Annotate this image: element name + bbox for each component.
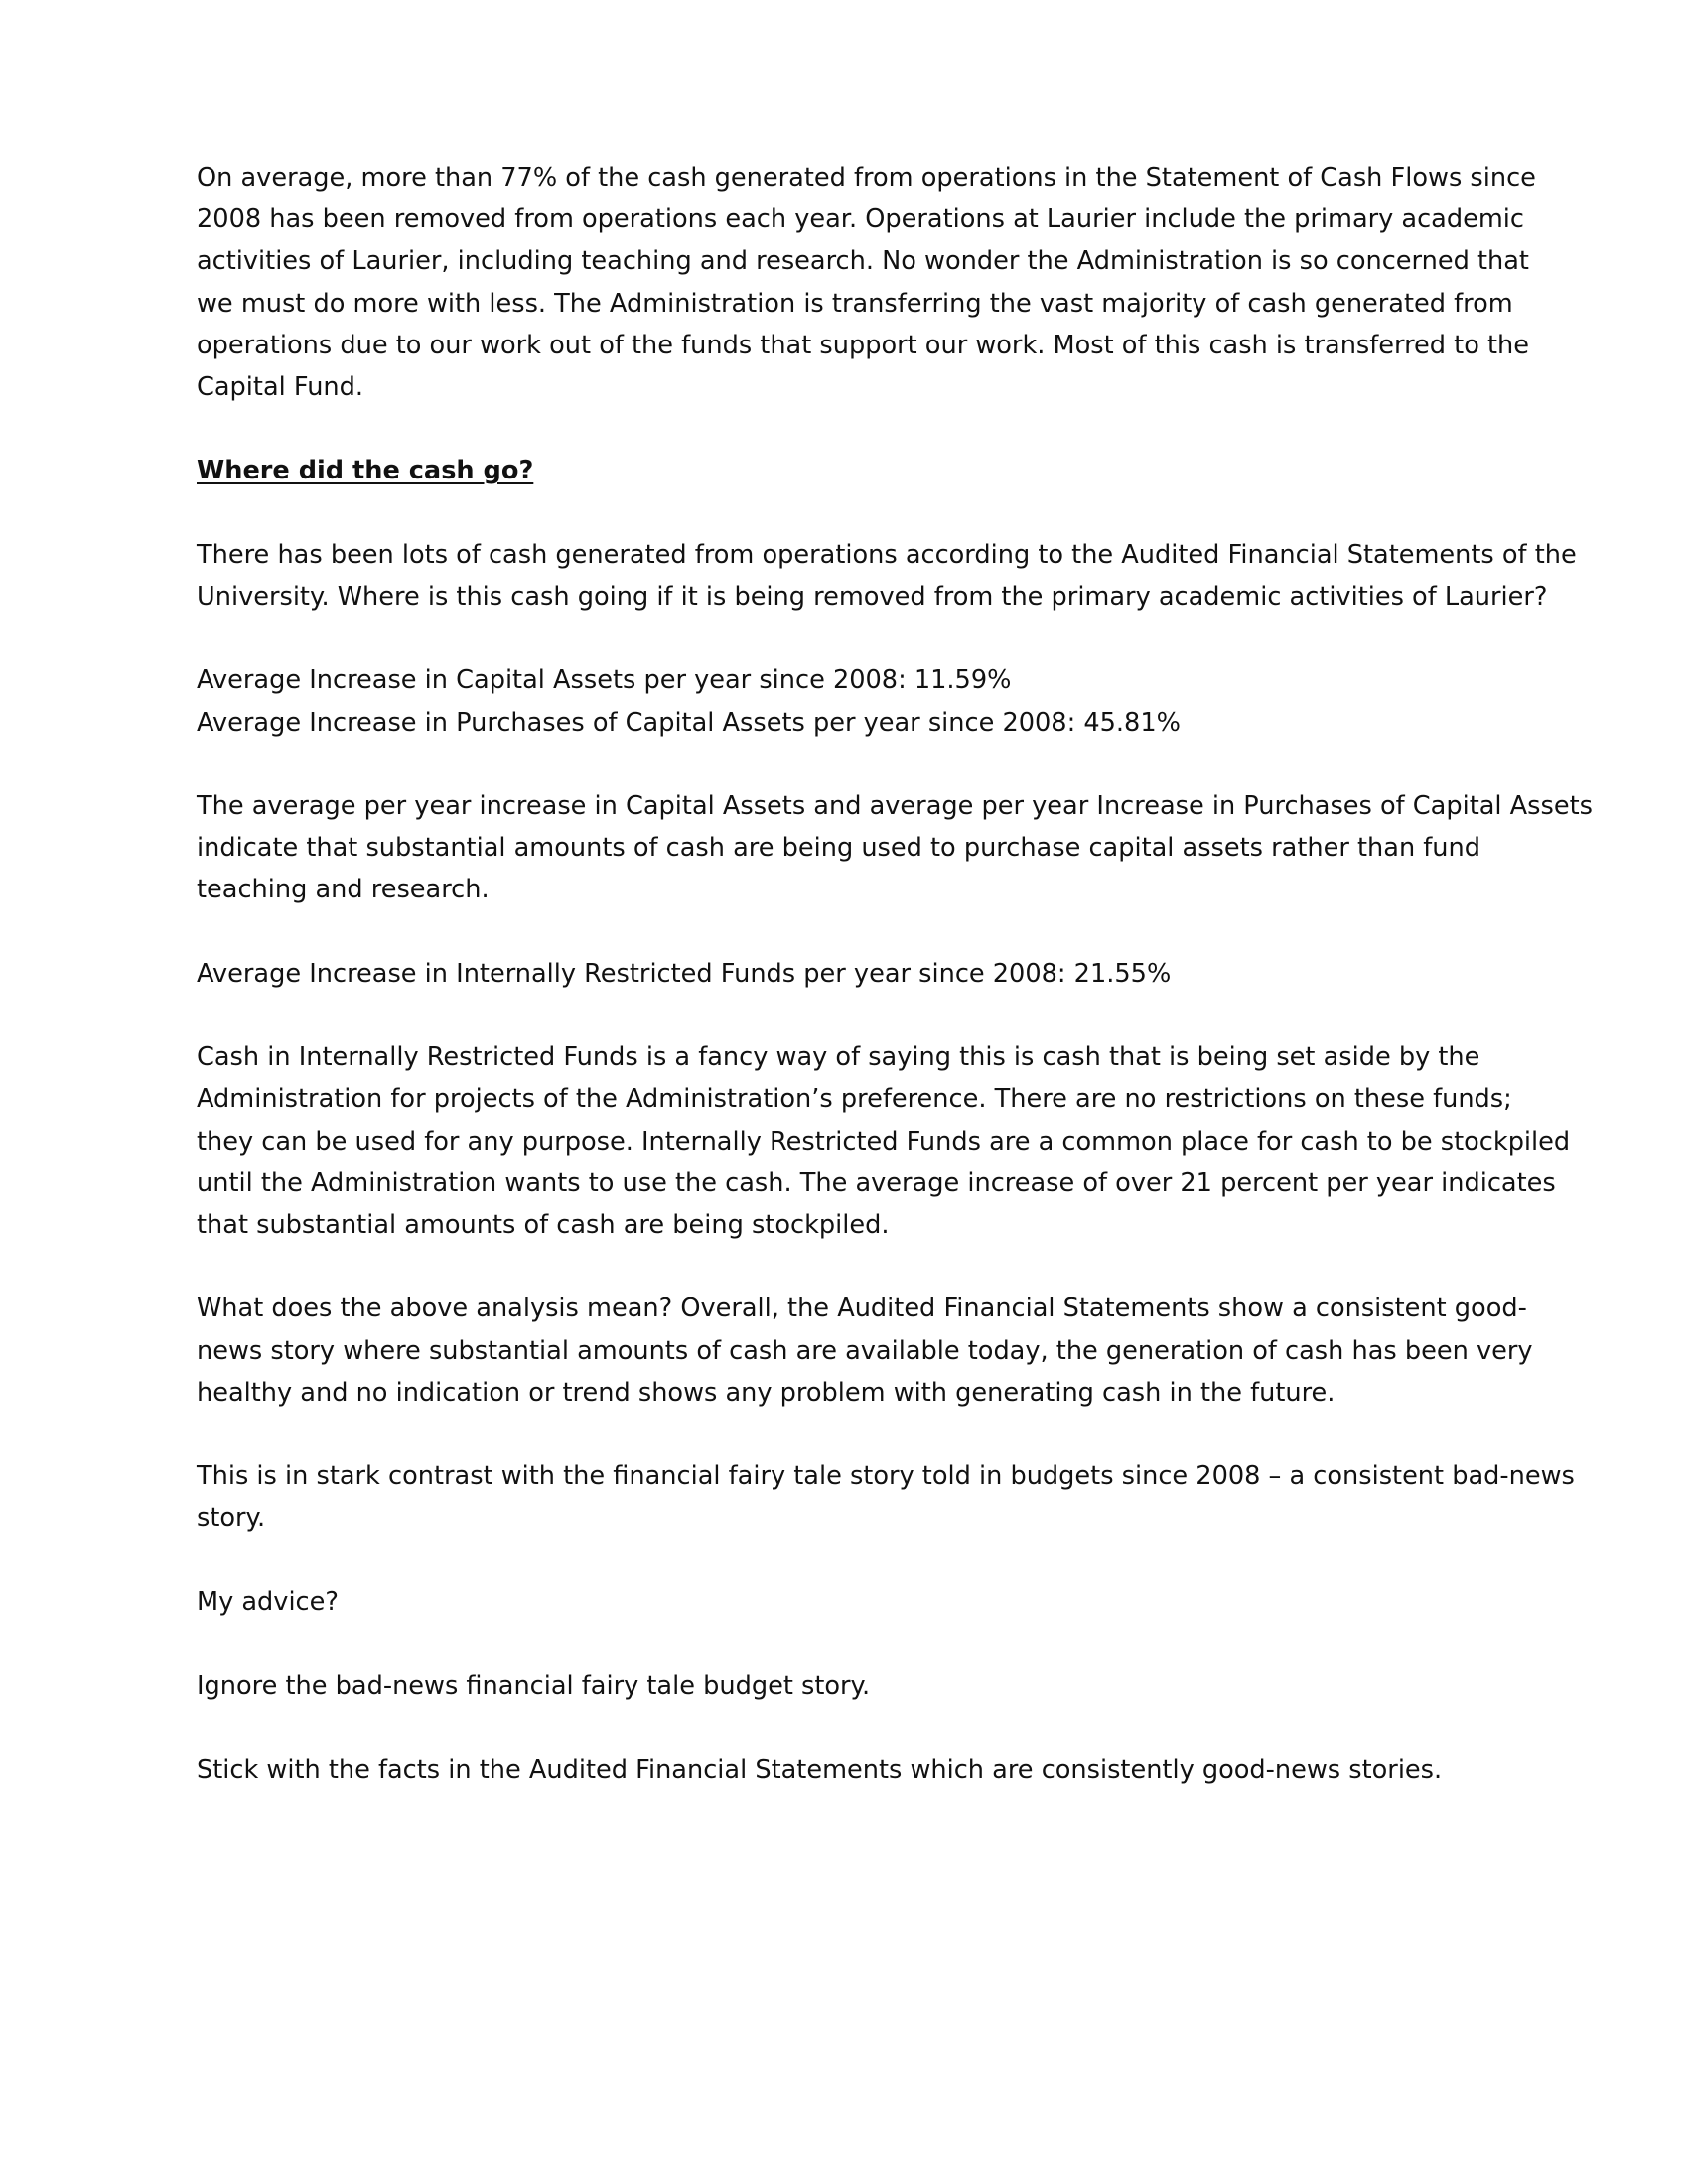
text-line: Administration for projects of the Administration’s preference. There are no restrictions on these funds;	[197, 1084, 1512, 1115]
text-line: healthy and no indication or trend shows any problem with generating cash in the future.	[197, 1377, 1336, 1408]
stat-line: Average Increase in Purchases of Capital Assets per year since 2008: 45.81%	[197, 707, 1181, 738]
text-line: Cash in Internally Restricted Funds is a fancy way of saying this is cash that is being set aside by the	[197, 1042, 1480, 1073]
text-line: The average per year increase in Capital Assets and average per year Increase in Purchases of Capital Assets	[197, 790, 1593, 821]
paragraph-ignore	[197, 1665, 1537, 1706]
text-line: University. Where is this cash going if it is being removed from the primary academic activities of Laurier?	[197, 582, 1548, 612]
text-line: 2008 has been removed from operations each year. Operations at Laurier include the primary academic	[197, 205, 1524, 235]
paragraph-analysis-meaning	[197, 1288, 1537, 1414]
paragraph-cash-removed	[197, 157, 1537, 408]
text-line: My advice?	[197, 1586, 339, 1617]
text-line: until the Administration wants to use the cash. The average increase of over 21 percent per year indicates	[197, 1167, 1556, 1198]
text-line: Ignore the bad-news financial fairy tale budget story.	[197, 1671, 871, 1702]
text-line: story.	[197, 1503, 266, 1534]
text-line: activities of Laurier, including teaching and research. No wonder the Administration is so concerned that	[197, 246, 1529, 277]
text-line: we must do more with less. The Administration is transferring the vast majority of cash generated from	[197, 288, 1513, 319]
stat-line: Average Increase in Internally Restricted Funds per year since 2008: 21.55%	[197, 958, 1172, 989]
paragraph-contrast	[197, 1455, 1575, 1539]
paragraph-restricted-funds	[197, 1036, 1571, 1246]
text-line: they can be used for any purpose. Internally Restricted Funds are a common place for cash to be stockpiled	[197, 1126, 1571, 1157]
text-line: There has been lots of cash generated from operations according to the Audited Financial Statements of the	[197, 539, 1577, 570]
stat-line: Average Increase in Capital Assets per year since 2008: 11.59%	[197, 665, 1012, 696]
restricted-funds-stat	[197, 953, 1537, 995]
text-line: teaching and research.	[197, 875, 490, 905]
text-line: indicate that substantial amounts of cash are being used to purchase capital assets rather than fund	[197, 833, 1480, 864]
paragraph-capital-assets	[197, 785, 1593, 911]
text-line: What does the above analysis mean? Overall, the Audited Financial Statements show a consistent good-	[197, 1294, 1527, 1324]
text-line: This is in stark contrast with the financial fairy tale story told in budgets since 2008 – a consistent bad-news	[197, 1461, 1575, 1492]
capital-assets-stats	[197, 659, 1537, 743]
paragraph-stick-with-facts	[197, 1749, 1537, 1791]
paragraph-advice-question	[197, 1581, 1537, 1623]
document-page	[197, 157, 1593, 1833]
paragraph-cash-generated	[197, 534, 1577, 617]
text-line: operations due to our work out of the funds that support our work. Most of this cash is transferred to the	[197, 330, 1530, 360]
text-line: news story where substantial amounts of cash are available today, the generation of cash has been very	[197, 1335, 1533, 1366]
text-line: On average, more than 77% of the cash generated from operations in the Statement of Cash Flows since	[197, 163, 1536, 193]
section-heading-block	[197, 450, 1537, 491]
text-line: that substantial amounts of cash are being stockpiled.	[197, 1209, 890, 1240]
text-line: Stick with the facts in the Audited Financial Statements which are consistently good-news stories.	[197, 1754, 1443, 1785]
section-heading: Where did the cash go?	[197, 456, 534, 486]
text-line: Capital Fund.	[197, 372, 364, 403]
